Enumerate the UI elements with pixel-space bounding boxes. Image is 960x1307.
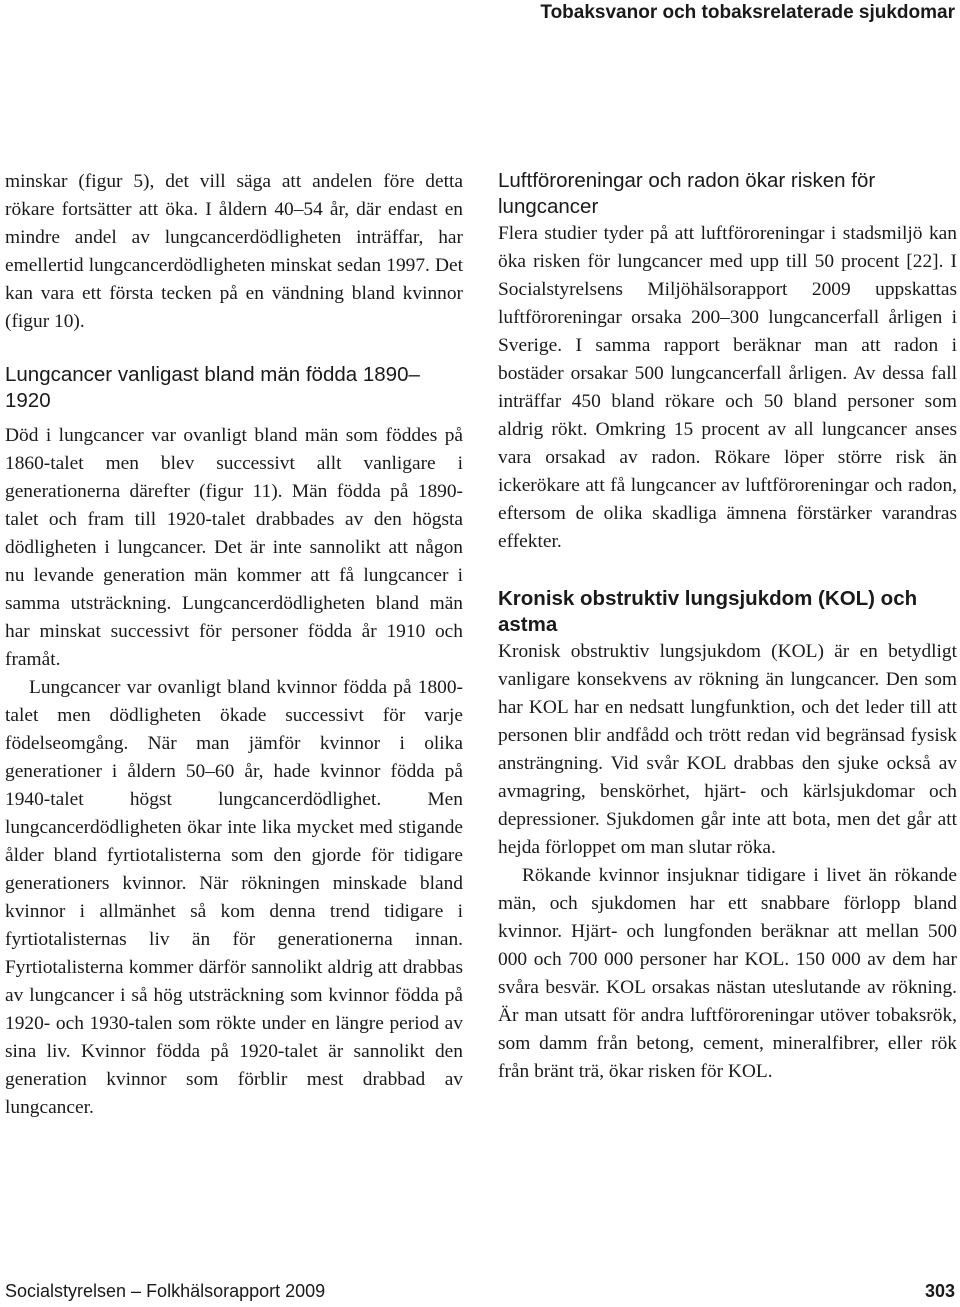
paragraph-women-generations: Lungcancer var ovanligt bland kvinnor födda på 1800-talet men dödligheten ökade successivt för varje födelseomgång. När man jämför kvinnor i olika generationer i åldern 50–60 år, hade kvinnor födda på 1940-talet högst lungcancerdödlighet. Men lungcancerdödligheten ökar inte lika mycket med stigande ålder bland fyrtiotalisterna som den gjorde för tidigare generationers kvinnor. När rökningen minskade bland kvinnor i allmänhet så kom denna trend tidigare i fyrtiotalisternas liv än för generationerna innan. Fyrtiotalisterna kommer därför sannolikt aldrig att drabbas av lungcancer i så hög utsträckning som kvinnor födda på 1920- och 1930-talen som rökte under en längre period av sina liv. Kvinnor födda på 1920-talet är sannolikt den generation kvinnor som förblir mest drabbad av lungcancer. (5, 677, 463, 1118)
paragraph-air-pollution-radon: Flera studier tyder på att luftföroreningar i stadsmiljö kan öka risken för lungcancer med upp till 50 procent [22]. I Socialstyrelsens Miljöhälsorapport 2009 uppskattas luftföroreningar orsaka 200–300 lungcancerfall årligen i Sverige. I samma rapport beräknar man att radon i bostäder orsakar 500 lungcancerfall årligen. Av dessa fall inträffar 450 bland rökare och 50 bland personer som aldrig rökt. Omkring 15 procent av all lungcancer anses vara orsakad av radon. Rökare löper större risk än ickerökare att få lungcancer av luftföroreningar och radon, eftersom de olika skadliga ämnena förstärker varandras effekter. (498, 223, 957, 552)
left-column (5, 168, 463, 1122)
section-heading-copd-asthma: Kronisk obstruktiv lungsjukdom (KOL) och astma (498, 587, 918, 636)
section-heading-lung-cancer-men: Lungcancer vanligast bland män födda 1890–1920 (5, 363, 420, 412)
intro-paragraph: minskar (figur 5), det vill säga att andelen före detta rökare fortsätter att öka. I åldern 40–54 år, där endast en mindre andel av lungcancerdödligheten inträffar, har emellertid lungcancerdödligheten minskat sedan 1997. Det kan vara ett första tecken på en vändning bland kvinnor (figur 10). (5, 171, 463, 332)
footer-publication: Socialstyrelsen – Folkhälsorapport 2009 (5, 1281, 326, 1301)
paragraph-copd-women: Rökande kvinnor insjuknar tidigare i livet än rökande män, och sjukdomen har ett snabbare förlopp bland kvinnor. Hjärt- och lungfonden beräknar att mellan 500 000 och 700 000 personer har KOL. 150 000 av dem har svåra besvär. KOL orsakas nästan uteslutande av rökning. Är man utsatt för andra luftföroreningar utöver tobaksrök, som damm från betong, cement, mineralfibrer, eller rök från bränt trä, ökar risken för KOL. (498, 865, 957, 1082)
paragraph-copd: Kronisk obstruktiv lungsjukdom (KOL) är en betydligt vanligare konsekvens av rökning än lungcancer. Den som har KOL har en nedsatt lungfunktion, och det leder till att personen blir andfådd och trött redan vid begränsad fysisk ansträngning. Vid svår KOL drabbas den sjuke också av avmagring, benskörhet, hjärt- och kärlsjukdomar och depressioner. Sjukdomen går inte att bota, men det går att hejda förloppet om man slutar röka. (498, 641, 957, 858)
page-number: 303 (924, 1281, 955, 1301)
right-column (498, 168, 957, 1086)
running-head-title: Tobaksvanor och tobaksrelaterade sjukdomar (540, 2, 955, 23)
paragraph-men-generations: Död i lungcancer var ovanligt bland män som föddes på 1860-talet men blev successivt allt vanligare i generationerna därefter (figur 11). Män födda på 1890-talet och fram till 1920-talet drabbades av den högsta dödligheten i lungcancer. Det är inte sannolikt att någon nu levande generation män kommer att få lungcancer i samma utsträckning. Lungcancerdödligheten bland män har minskat successivt för personer födda år 1910 och framåt. (5, 425, 463, 670)
section-heading-air-pollution: Luftföroreningar och radon ökar risken för lungcancer (498, 169, 876, 218)
